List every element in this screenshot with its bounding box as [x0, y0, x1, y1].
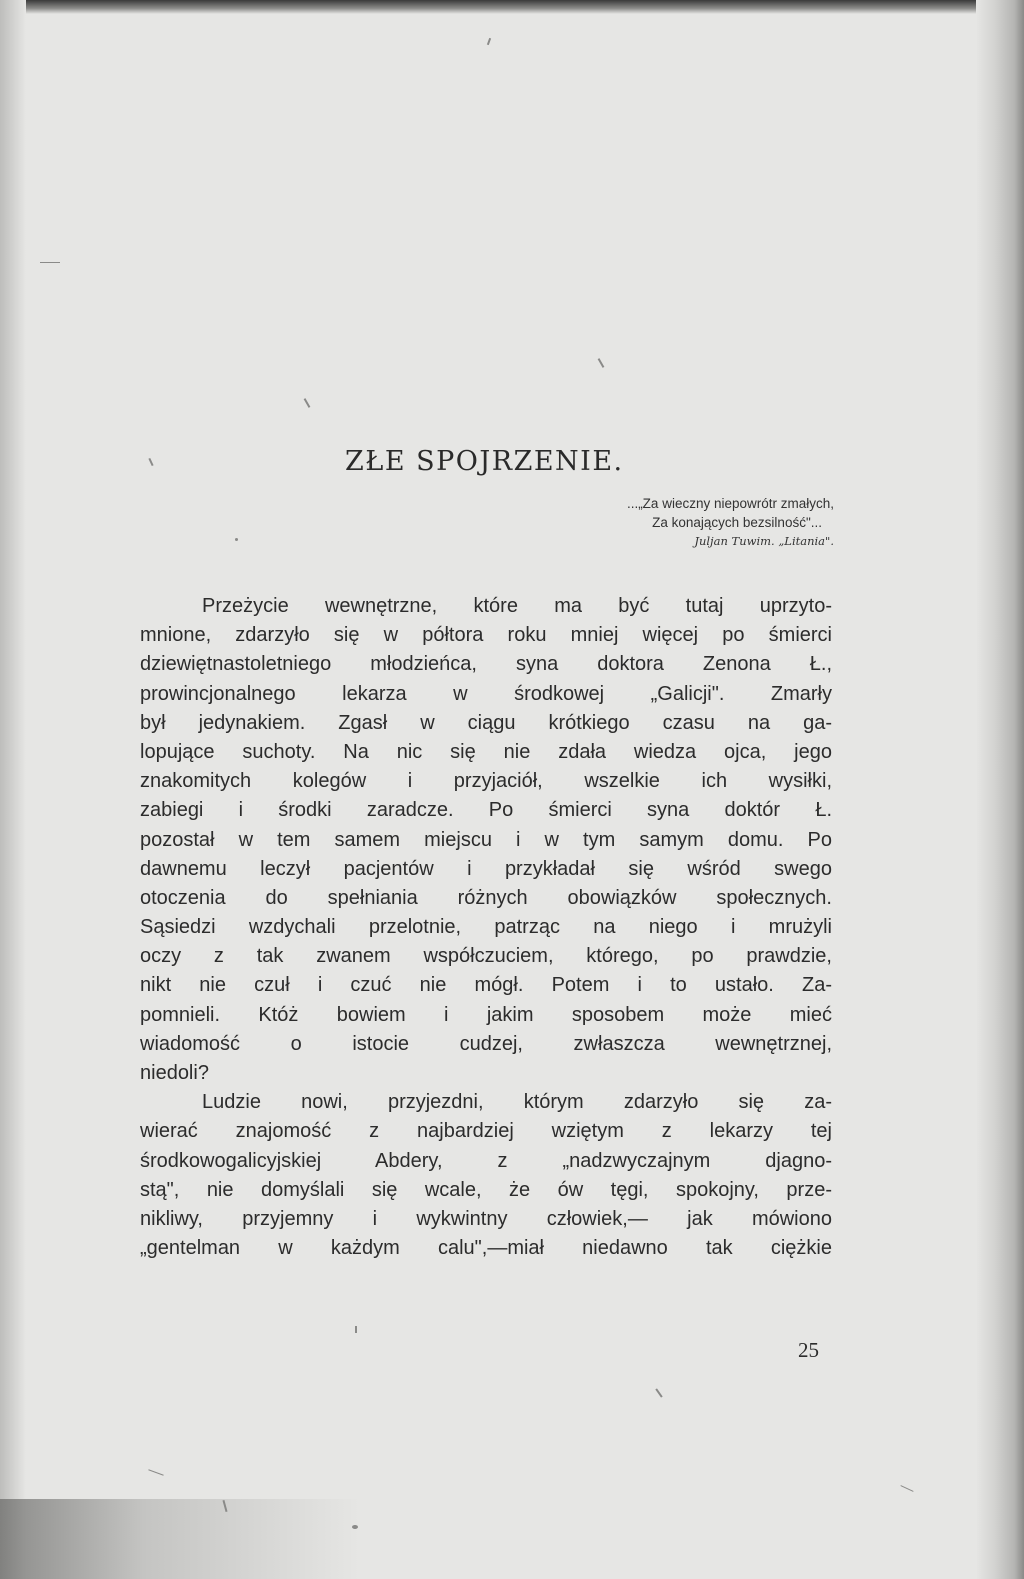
text-line: mnione, zdarzyło się w półtora roku mniej więcej po śmierci	[140, 624, 832, 647]
chapter-title: ZŁE SPOJRZENIE.	[345, 446, 624, 477]
page-top-edge	[0, 0, 1024, 14]
page-right-edge	[976, 0, 1024, 1579]
print-speck	[148, 458, 153, 466]
epigraph	[474, 494, 834, 551]
body-text	[140, 592, 832, 1263]
text-line: środkowogalicyjskiej Abdery, z „nadzwyczajnym djagno-	[140, 1149, 832, 1172]
print-speck	[598, 358, 605, 368]
text-line: pomnieli. Któż bowiem i jakim sposobem może mieć	[140, 1003, 832, 1026]
text-line: Ludzie nowi, przyjezdni, którym zdarzyło się za-	[202, 1091, 832, 1114]
text-line: „gentelman w każdym calu",—miał niedawno tak ciężkie	[140, 1237, 832, 1260]
print-speck	[148, 1469, 163, 1475]
print-speck	[900, 1485, 913, 1492]
text-line: wierać znajomość z najbardziej wziętym z lekarzy tej	[140, 1120, 832, 1143]
print-speck	[355, 1326, 357, 1333]
text-line: zabiegi i środki zaradcze. Po śmierci syna doktór Ł.	[140, 799, 832, 822]
text-line: niedoli?	[140, 1062, 209, 1084]
print-speck	[40, 262, 60, 263]
text-line: wiadomość o istocie cudzej, zwłaszcza wewnętrznej,	[140, 1032, 832, 1055]
text-line: Przeżycie wewnętrzne, które ma być tutaj uprzyto-	[202, 595, 832, 617]
text-line: stą", nie domyślali się wcale, że ów tęgi, spokojny, prze-	[140, 1178, 832, 1201]
print-speck	[487, 38, 491, 45]
text-line: nikt nie czuł i czuć nie mógł. Potem i to ustało. Za-	[140, 974, 832, 997]
text-line: dawnemu leczył pacjentów i przykładał się wśród swego	[140, 857, 832, 880]
text-line: oczy z tak zwanem współczuciem, którego, po prawdzie,	[140, 945, 832, 968]
epigraph-line: Za konających bezsilność"...	[652, 515, 822, 530]
text-line: pozostał w tem samem miejscu i w tym samym domu. Po	[140, 828, 832, 851]
print-speck	[655, 1388, 662, 1397]
text-line: otoczenia do spełniania różnych obowiązków społecznych.	[140, 886, 832, 909]
text-line: był jedynakiem. Zgasł w ciągu krótkiego czasu na ga-	[140, 711, 832, 734]
print-speck	[304, 398, 311, 408]
page-corner-stain	[0, 1499, 360, 1579]
text-line: nikliwy, przyjemny i wykwintny człowiek,— jak mówiono	[140, 1207, 832, 1230]
print-speck	[352, 1525, 358, 1529]
text-line: prowincjonalnego lekarza w środkowej „Galicji". Zmarły	[140, 682, 832, 705]
print-speck	[235, 538, 238, 541]
text-line: znakomitych kolegów i przyjaciół, wszelkie ich wysiłki,	[140, 770, 832, 793]
epigraph-line: ...„Za wieczny niepowrótr zmałych,	[626, 496, 834, 511]
text-line: dziewiętnastoletniego młodzieńca, syna doktora Zenona Ł.,	[140, 653, 832, 676]
text-line: Sąsiedzi wzdychali przelotnie, patrząc na niego i mrużyli	[140, 916, 832, 939]
page-number: 25	[798, 1338, 819, 1362]
text-line: lopujące suchoty. Na nic się nie zdała wiedza ojca, jego	[140, 740, 832, 763]
page-left-edge	[0, 0, 26, 1579]
epigraph-source: Juljan Tuwim. „Litania".	[694, 534, 834, 548]
